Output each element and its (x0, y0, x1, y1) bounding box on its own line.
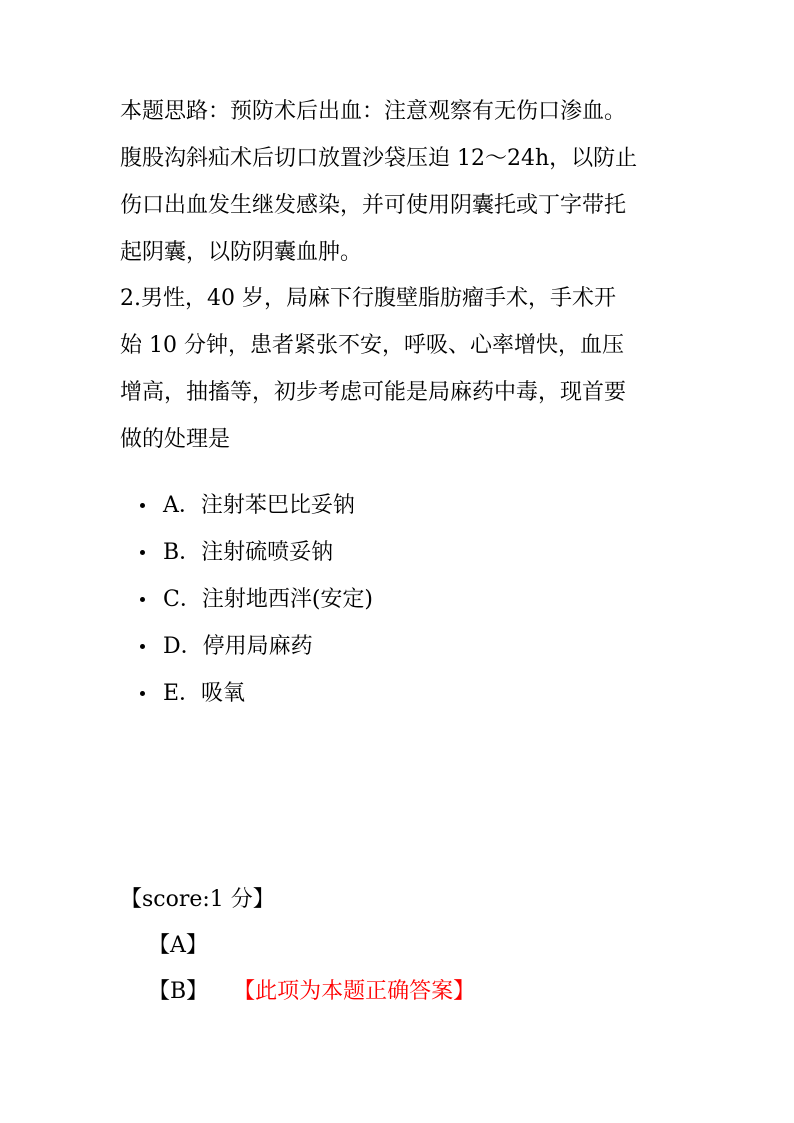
option-label: D．停用局麻药 (163, 634, 313, 659)
bullet-icon (140, 691, 145, 696)
bullet-icon (140, 597, 145, 602)
option-e[interactable] (140, 670, 373, 717)
option-d[interactable] (140, 623, 373, 670)
answer-a-row (148, 922, 208, 969)
option-b[interactable] (140, 529, 373, 576)
question-line: 做的处理是 (120, 427, 231, 452)
answer-a-label: 【A】 (148, 933, 208, 958)
option-list (140, 482, 373, 717)
question-line: 始 10 分钟，患者紧张不安，呼吸、心率增快，血压 (120, 333, 624, 358)
option-label: A．注射苯巴比妥钠 (163, 493, 355, 518)
option-a[interactable] (140, 482, 373, 529)
answer-b-label: 【B】 (148, 979, 209, 1004)
explanation-paragraph (120, 88, 680, 276)
correct-answer-note: 【此项为本题正确答案】 (244, 979, 476, 1004)
bullet-icon (140, 644, 145, 649)
explanation-line: 腹股沟斜疝术后切口放置沙袋压迫 12～24h，以防止 (120, 146, 638, 171)
question-line: 2.男性，40 岁，局麻下行腹壁脂肪瘤手术，手术开 (120, 286, 616, 311)
option-label: B．注射硫喷妥钠 (163, 540, 334, 565)
option-c[interactable] (140, 576, 373, 623)
explanation-line: 伤口出血发生继发感染，并可使用阴囊托或丁字带托 (120, 193, 627, 218)
bullet-icon (140, 550, 145, 555)
explanation-line: 起阴囊，以防阴囊血肿。 (120, 240, 363, 265)
bullet-icon (140, 503, 145, 508)
score-label: 【score:1 分】 (120, 887, 275, 912)
explanation-line: 本题思路：预防术后出血：注意观察有无伤口渗血。 (120, 99, 627, 124)
answer-b-row (148, 968, 475, 1015)
question-stem (120, 275, 680, 463)
question-line: 增高，抽搐等，初步考虑可能是局麻药中毒，现首要 (120, 380, 627, 405)
option-label: E．吸氧 (163, 681, 246, 706)
option-label: C．注射地西泮(安定) (163, 587, 373, 612)
